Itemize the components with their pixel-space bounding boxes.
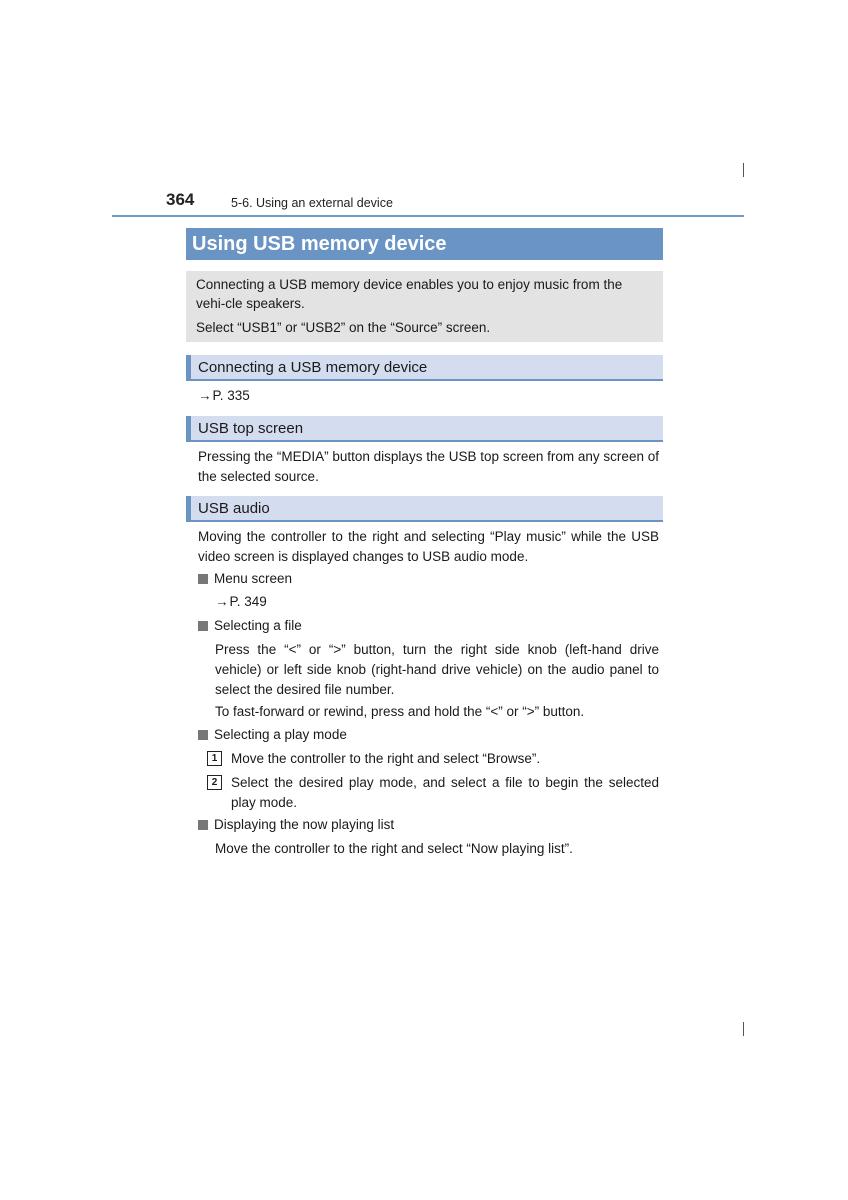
- arrow-icon: →: [215, 594, 229, 609]
- play-mode-label: Selecting a play mode: [214, 727, 347, 742]
- now-playing-label: Displaying the now playing list: [214, 817, 395, 832]
- usb-audio-text: Moving the controller to the right and selecting “Play music” while the USB video screen is displayed changes to USB audio mode.: [198, 529, 659, 564]
- step-2-text: Select the desired play mode, and select a file to begin the selected play mode.: [231, 775, 659, 810]
- fast-forward-text: To fast-forward or rewind, press and hold the “<” or “>” button.: [215, 704, 585, 719]
- step-2: [207, 773, 659, 813]
- connecting-ref-text: P. 335: [212, 388, 250, 403]
- menu-screen-page-reference[interactable]: [215, 592, 267, 612]
- page-header: [112, 188, 744, 218]
- heading-usb-audio: USB audio: [186, 496, 663, 522]
- subhead-play-mode: [198, 725, 347, 745]
- subhead-menu-screen: [198, 569, 292, 589]
- heading-usb-top-screen: USB top screen: [186, 416, 663, 442]
- step-number-1: 1: [207, 751, 222, 766]
- top-screen-text: Pressing the “MEDIA” button displays the USB top screen from any screen of the selected source.: [198, 449, 659, 484]
- crop-mark-bottom: [743, 1022, 744, 1036]
- intro-box: [186, 271, 663, 342]
- crop-mark-top: [743, 163, 744, 177]
- page-title: Using USB memory device: [186, 228, 663, 260]
- square-bullet-icon: [198, 621, 208, 631]
- subhead-now-playing: [198, 815, 394, 835]
- intro-text-1: Connecting a USB memory device enables you to enjoy music from the vehi-cle speakers.: [196, 277, 623, 311]
- menu-screen-label: Menu screen: [214, 571, 293, 586]
- now-playing-text: Move the controller to the right and select “Now playing list”.: [215, 841, 573, 856]
- step-1: [207, 749, 659, 769]
- intro-text-2: Select “USB1” or “USB2” on the “Source” screen.: [196, 320, 491, 335]
- section-reference: 5-6. Using an external device: [231, 196, 393, 210]
- subhead-selecting-file: [198, 616, 302, 636]
- square-bullet-icon: [198, 820, 208, 830]
- arrow-icon: →: [198, 388, 212, 403]
- step-1-text: Move the controller to the right and select “Browse”.: [231, 751, 541, 766]
- square-bullet-icon: [198, 574, 208, 584]
- step-number-2: 2: [207, 775, 222, 790]
- header-divider: [112, 215, 744, 217]
- selecting-file-text: Press the “<” or “>” button, turn the right side knob (left-hand drive vehicle) or left side knob (right-hand drive vehicle) on the audio panel to select the desired file number.: [215, 642, 659, 697]
- heading-connecting: Connecting a USB memory device: [186, 355, 663, 381]
- connecting-page-reference[interactable]: [198, 386, 250, 406]
- menu-screen-ref-text: P. 349: [229, 594, 267, 609]
- page-number: 364: [166, 190, 195, 209]
- selecting-file-label: Selecting a file: [214, 618, 302, 633]
- square-bullet-icon: [198, 730, 208, 740]
